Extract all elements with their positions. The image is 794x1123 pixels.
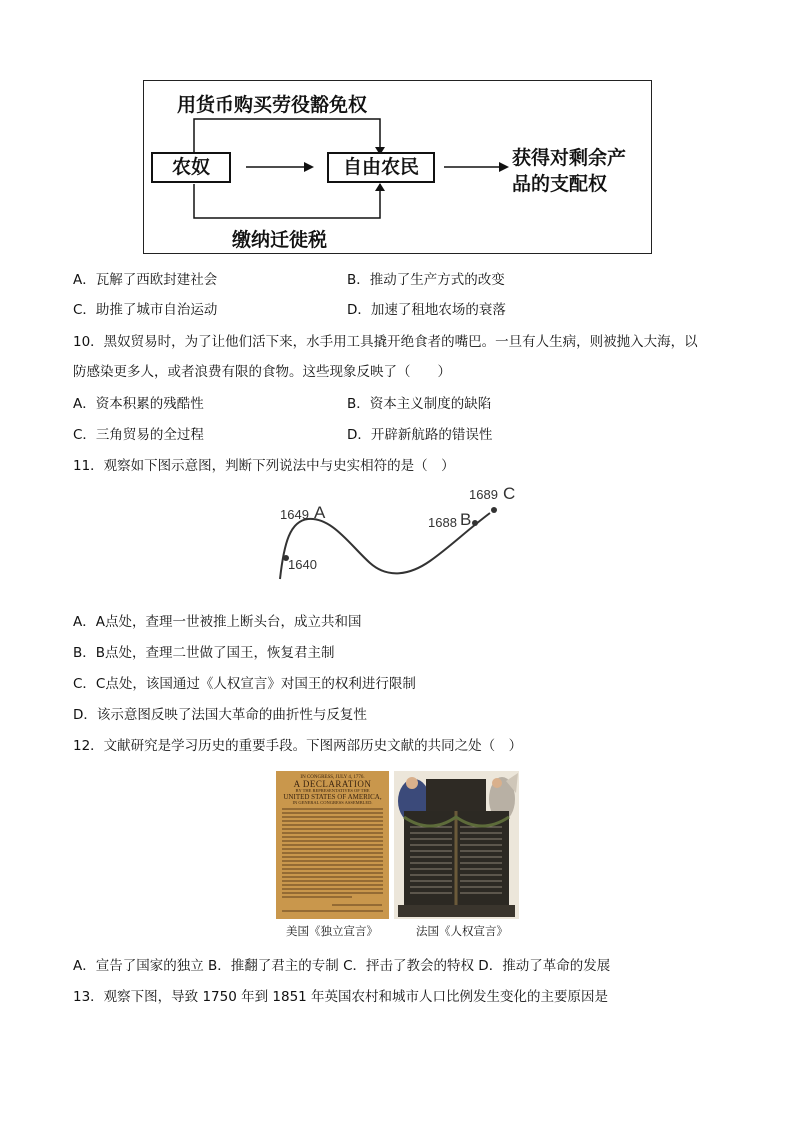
doc1-header-line1: IN CONGRESS, JULY 4, 1776. — [300, 775, 365, 780]
diagram-bottom-label: 缴纳迁徙税 — [232, 229, 328, 251]
q12-options: A．宣告了国家的独立 B．推翻了君主的专制 C．抨击了教会的特权 D．推动了革命的发展 — [73, 958, 611, 974]
diagram-right-text-2: 品的支配权 — [512, 173, 608, 195]
q11-option-b: B．B点处，查理二世做了国王，恢复君主制 — [73, 645, 335, 661]
diagram-serf-box: 农奴 — [151, 152, 231, 183]
q9-option-a: A．瓦解了西欧封建社会 — [73, 272, 218, 288]
point-a-letter: A — [314, 503, 326, 522]
us-declaration-image — [276, 771, 389, 919]
q9-option-d: D．加速了租地农场的衰落 — [347, 302, 506, 318]
english-revolution-curve-figure — [270, 483, 530, 583]
q11-option-d: D．该示意图反映了法国大革命的曲折性与反复性 — [73, 707, 367, 723]
q10-option-a: A．资本积累的残酷性 — [73, 396, 204, 412]
doc1-body-text-lines — [282, 807, 383, 915]
diagram-free-peasant-box: 自由农民 — [327, 152, 435, 183]
french-declaration-caption: 法国《人权宣言》 — [416, 926, 508, 938]
point-c-year: 1689 — [469, 487, 498, 502]
point-b-letter: B — [460, 510, 472, 529]
point-b-year: 1688 — [428, 515, 457, 530]
q9-option-b: B．推动了生产方式的改变 — [347, 272, 505, 288]
point-c-letter: C — [503, 484, 516, 503]
q9-option-c: C．助推了城市自治运动 — [73, 302, 218, 318]
q10-option-d: D．开辟新航路的错误性 — [347, 427, 493, 443]
doc1-header-line3: BY THE REPRESENTATIVES OF THE — [295, 788, 370, 793]
curve-point-c — [491, 507, 497, 513]
curve-point-b — [472, 520, 478, 526]
us-declaration-caption: 美国《独立宣言》 — [286, 926, 378, 938]
start-year-label: 1640 — [288, 557, 317, 572]
q10-stem-line2: 防感染更多人，或者浪费有限的食物。这些现象反映了（ ） — [73, 364, 451, 380]
doc1-header-line4: UNITED STATES OF AMERICA, — [283, 792, 382, 801]
serf-to-free-peasant-diagram — [143, 80, 652, 254]
diagram-top-label: 用货币购买劳役豁免权 — [177, 94, 368, 116]
doc1-header-line2: A DECLARATION — [293, 779, 372, 789]
french-declaration-image — [394, 771, 519, 919]
q11-option-a: A．A点处，查理一世被推上断头台，成立共和国 — [73, 614, 362, 630]
q10-stem-line1: 10．黑奴贸易时，为了让他们活下来，水手用工具撬开绝食者的嘴巴。一旦有人生病，则被抛入大海，以 — [73, 334, 698, 350]
q11-option-c: C．C点处，该国通过《人权宣言》对国王的权利进行限制 — [73, 676, 416, 692]
doc1-header-line5: IN GENERAL CONGRESS ASSEMBLED. — [292, 799, 373, 805]
q12-stem: 12．文献研究是学习历史的重要手段。下图两部历史文献的共同之处（ ） — [73, 738, 523, 754]
diagram-right-text-1: 获得对剩余产 — [512, 147, 627, 169]
q10-option-b: B．资本主义制度的缺陷 — [347, 396, 492, 412]
point-a-year: 1649 — [280, 507, 309, 522]
q13-stem: 13．观察下图，导致 1750 年到 1851 年英国农村和城市人口比例发生变化的主要原因是 — [73, 989, 609, 1005]
q10-option-c: C．三角贸易的全过程 — [73, 427, 204, 443]
q11-stem: 11．观察如下图示意图，判断下列说法中与史实相符的是（ ） — [73, 458, 455, 474]
french-declaration-illustration — [394, 771, 519, 919]
